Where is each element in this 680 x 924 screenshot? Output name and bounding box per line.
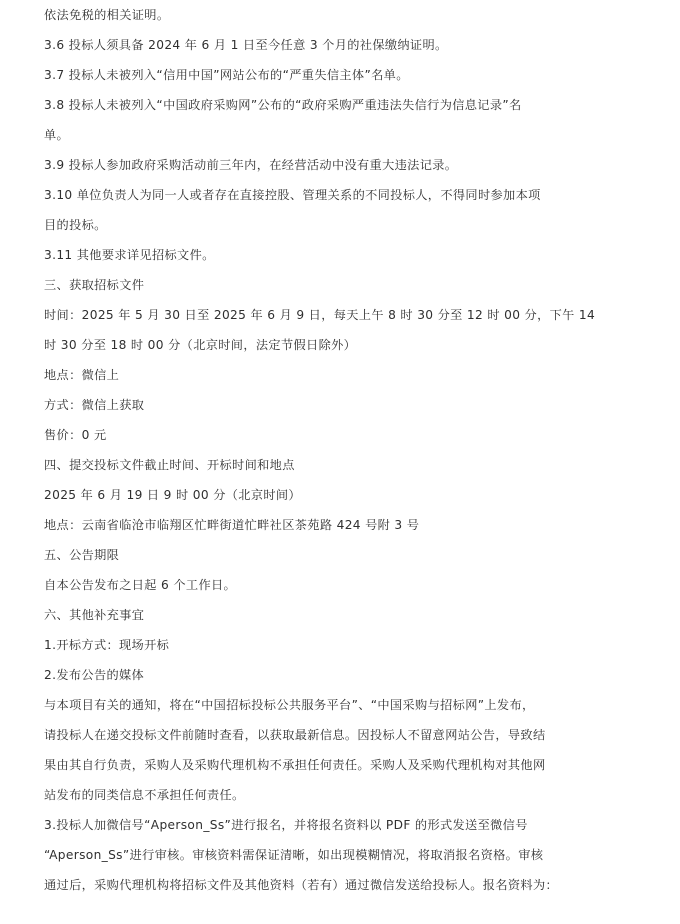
text-line: 单。 — [44, 128, 70, 142]
section-heading: 三、获取招标文件 — [44, 278, 145, 292]
text-line: 2.发布公告的媒体 — [44, 668, 145, 682]
text-line: 时 30 分至 18 时 00 分（北京时间，法定节假日除外） — [44, 338, 357, 352]
text-line: 3.9 投标人参加政府采购活动前三年内，在经营活动中没有重大违法记录。 — [44, 158, 458, 172]
section-heading: 五、公告期限 — [44, 548, 120, 562]
text-line: 依法免税的相关证明。 — [44, 8, 170, 22]
text-line: 3.8 投标人未被列入“中国政府采购网”公布的“政府采购严重违法失信行为信息记录”名 — [44, 98, 522, 112]
text-line: 自本公告发布之日起 6 个工作日。 — [44, 578, 237, 592]
text-line: 3.6 投标人须具备 2024 年 6 月 1 日至今任意 3 个月的社保缴纳证明。 — [44, 38, 448, 52]
text-line: 地点：云南省临沧市临翔区忙畔街道忙畔社区茶苑路 424 号附 3 号 — [44, 518, 420, 532]
text-line: 果由其自行负责，采购人及采购代理机构不承担任何责任。采购人及采购代理机构对其他网 — [44, 758, 546, 772]
section-heading: 四、提交投标文件截止时间、开标时间和地点 — [44, 458, 295, 472]
text-line: 2025 年 6 月 19 日 9 时 00 分（北京时间） — [44, 488, 301, 502]
text-line: 时间：2025 年 5 月 30 日至 2025 年 6 月 9 日，每天上午 8 时 30 分至 12 时 00 分，下午 14 — [44, 308, 596, 322]
text-line: 目的投标。 — [44, 218, 107, 232]
text-line: 3.10 单位负责人为同一人或者存在直接控股、管理关系的不同投标人，不得同时参加本项 — [44, 188, 541, 202]
section-heading: 六、其他补充事宜 — [44, 608, 145, 622]
text-line: 通过后，采购代理机构将招标文件及其他资料（若有）通过微信发送给投标人。报名资料为： — [44, 878, 559, 892]
text-line: 与本项目有关的通知，将在“中国招标投标公共服务平台”、“中国采购与招标网”上发布， — [44, 698, 535, 712]
text-line: “Aperson_Ss”进行审核。审核资料需保证清晰，如出现模糊情况，将取消报名资格。审核 — [44, 848, 544, 862]
text-line: 3.7 投标人未被列入“信用中国”网站公布的“严重失信主体”名单。 — [44, 68, 409, 82]
text-line: 方式：微信上获取 — [44, 398, 145, 412]
text-line: 地点：微信上 — [44, 368, 120, 382]
text-line: 3.11 其他要求详见招标文件。 — [44, 248, 215, 262]
text-line: 请投标人在递交投标文件前随时查看，以获取最新信息。因投标人不留意网站公告，导致结 — [44, 728, 546, 742]
text-line: 3.投标人加微信号“Aperson_Ss”进行报名，并将报名资料以 PDF 的形式发送至微信号 — [44, 818, 528, 832]
text-line: 站发布的同类信息不承担任何责任。 — [44, 788, 245, 802]
text-line: 售价：0 元 — [44, 428, 107, 442]
text-line: 1.开标方式：现场开标 — [44, 638, 170, 652]
